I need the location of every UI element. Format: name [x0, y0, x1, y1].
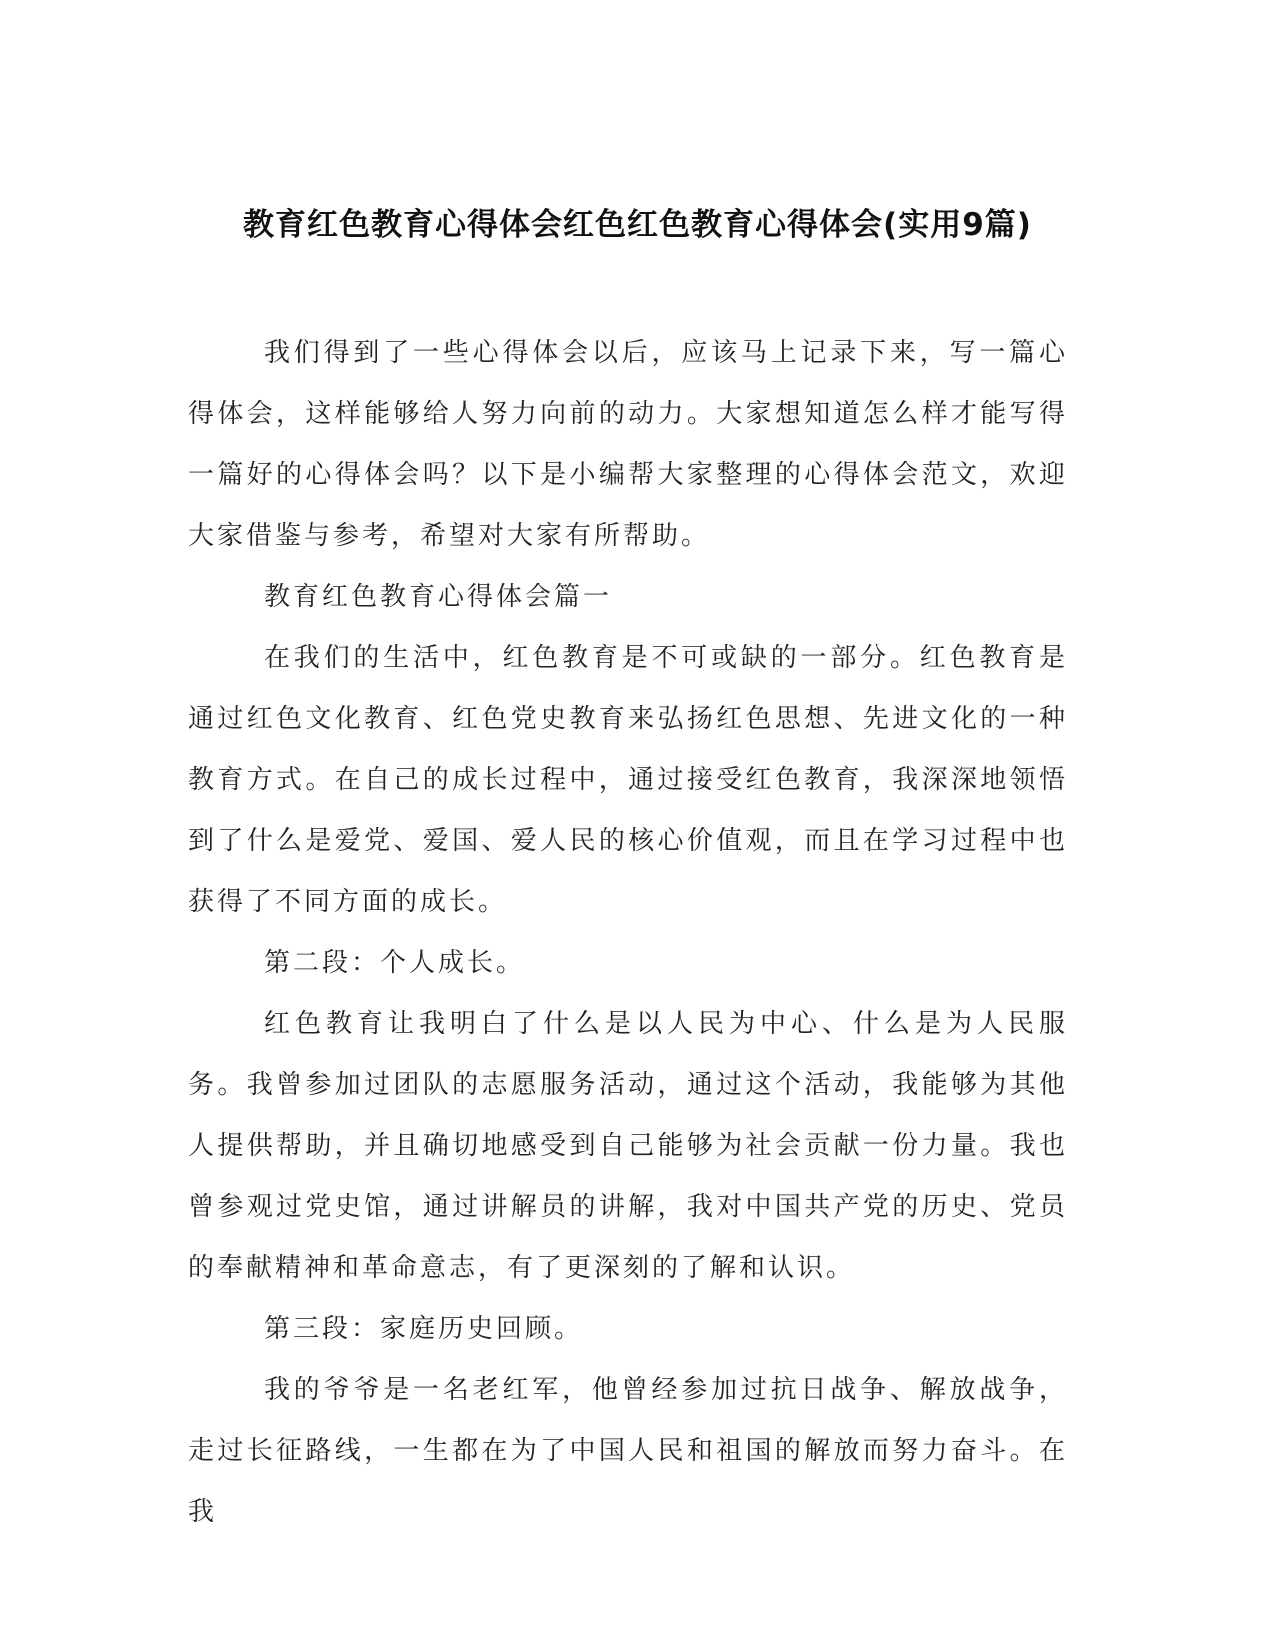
- section-heading-paragraph-two: 第二段：个人成长。: [264, 948, 526, 978]
- body-paragraph: 红色教育让我明白了什么是以人民为中心、什么是为人民服务。我曾参加过团队的志愿服务活动，通过这个活动，我能够为其他人提供帮助，并且确切地感受到自己能够为社会贡献一份力量。我也曾参观过党史馆，通过讲解员的讲解，我对中国共产党的历史、党员的奉献精神和革命意志，有了更深刻的了解和认识。: [188, 1009, 1068, 1283]
- document-body: [188, 323, 1068, 1543]
- section-heading-part-one: 教育红色教育心得体会篇一: [264, 582, 613, 612]
- body-paragraph: 我的爷爷是一名老红军，他曾经参加过抗日战争、解放战争，走过长征路线，一生都在为了中国人民和祖国的解放而努力奋斗。在我: [188, 1375, 1068, 1527]
- intro-paragraph: 我们得到了一些心得体会以后，应该马上记录下来，写一篇心得体会，这样能够给人努力向前的动力。大家想知道怎么样才能写得一篇好的心得体会吗？以下是小编帮大家整理的心得体会范文，欢迎大家借鉴与参考，希望对大家有所帮助。: [188, 338, 1068, 551]
- body-paragraph: 在我们的生活中，红色教育是不可或缺的一部分。红色教育是通过红色文化教育、红色党史教育来弘扬红色思想、先进文化的一种教育方式。在自己的成长过程中，通过接受红色教育，我深深地领悟到了什么是爱党、爱国、爱人民的核心价值观，而且在学习过程中也获得了不同方面的成长。: [188, 643, 1068, 917]
- section-heading-paragraph-three: 第三段：家庭历史回顾。: [264, 1314, 584, 1344]
- document-title: 教育红色教育心得体会红色红色教育心得体会(实用9篇): [243, 207, 1032, 243]
